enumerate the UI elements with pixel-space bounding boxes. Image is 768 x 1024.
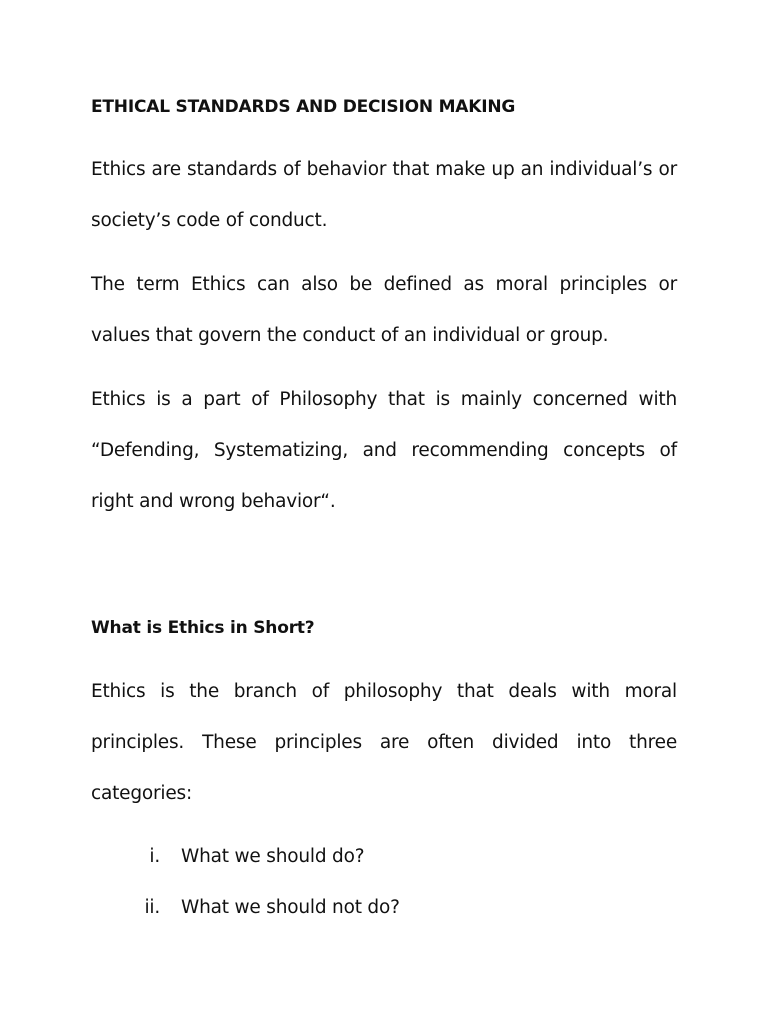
paragraph-moral-principles: The term Ethics can also be defined as moral principles or values that govern the conduct of an individual or group. (91, 274, 677, 346)
list-item (91, 882, 677, 933)
paragraph-branch: Ethics is the branch of philosophy that deals with moral principles. These principles are often divided into three categories: (91, 681, 677, 804)
list-marker: i. (149, 846, 160, 867)
categories-list (91, 831, 677, 933)
list-item-text: What we should do? (181, 846, 365, 867)
list-item (91, 831, 677, 882)
document-title: ETHICAL STANDARDS AND DECISION MAKING (91, 97, 516, 117)
paragraph-philosophy: Ethics is a part of Philosophy that is mainly concerned with “Defending, Systematizing, and recommending concepts of right and wrong behavior“. (91, 389, 677, 512)
paragraph-definition: Ethics are standards of behavior that make up an individual’s or society’s code of conduct. (91, 159, 677, 231)
list-item-text: What we should not do? (181, 897, 400, 918)
list-marker: ii. (144, 897, 160, 918)
section-heading: What is Ethics in Short? (91, 618, 315, 638)
